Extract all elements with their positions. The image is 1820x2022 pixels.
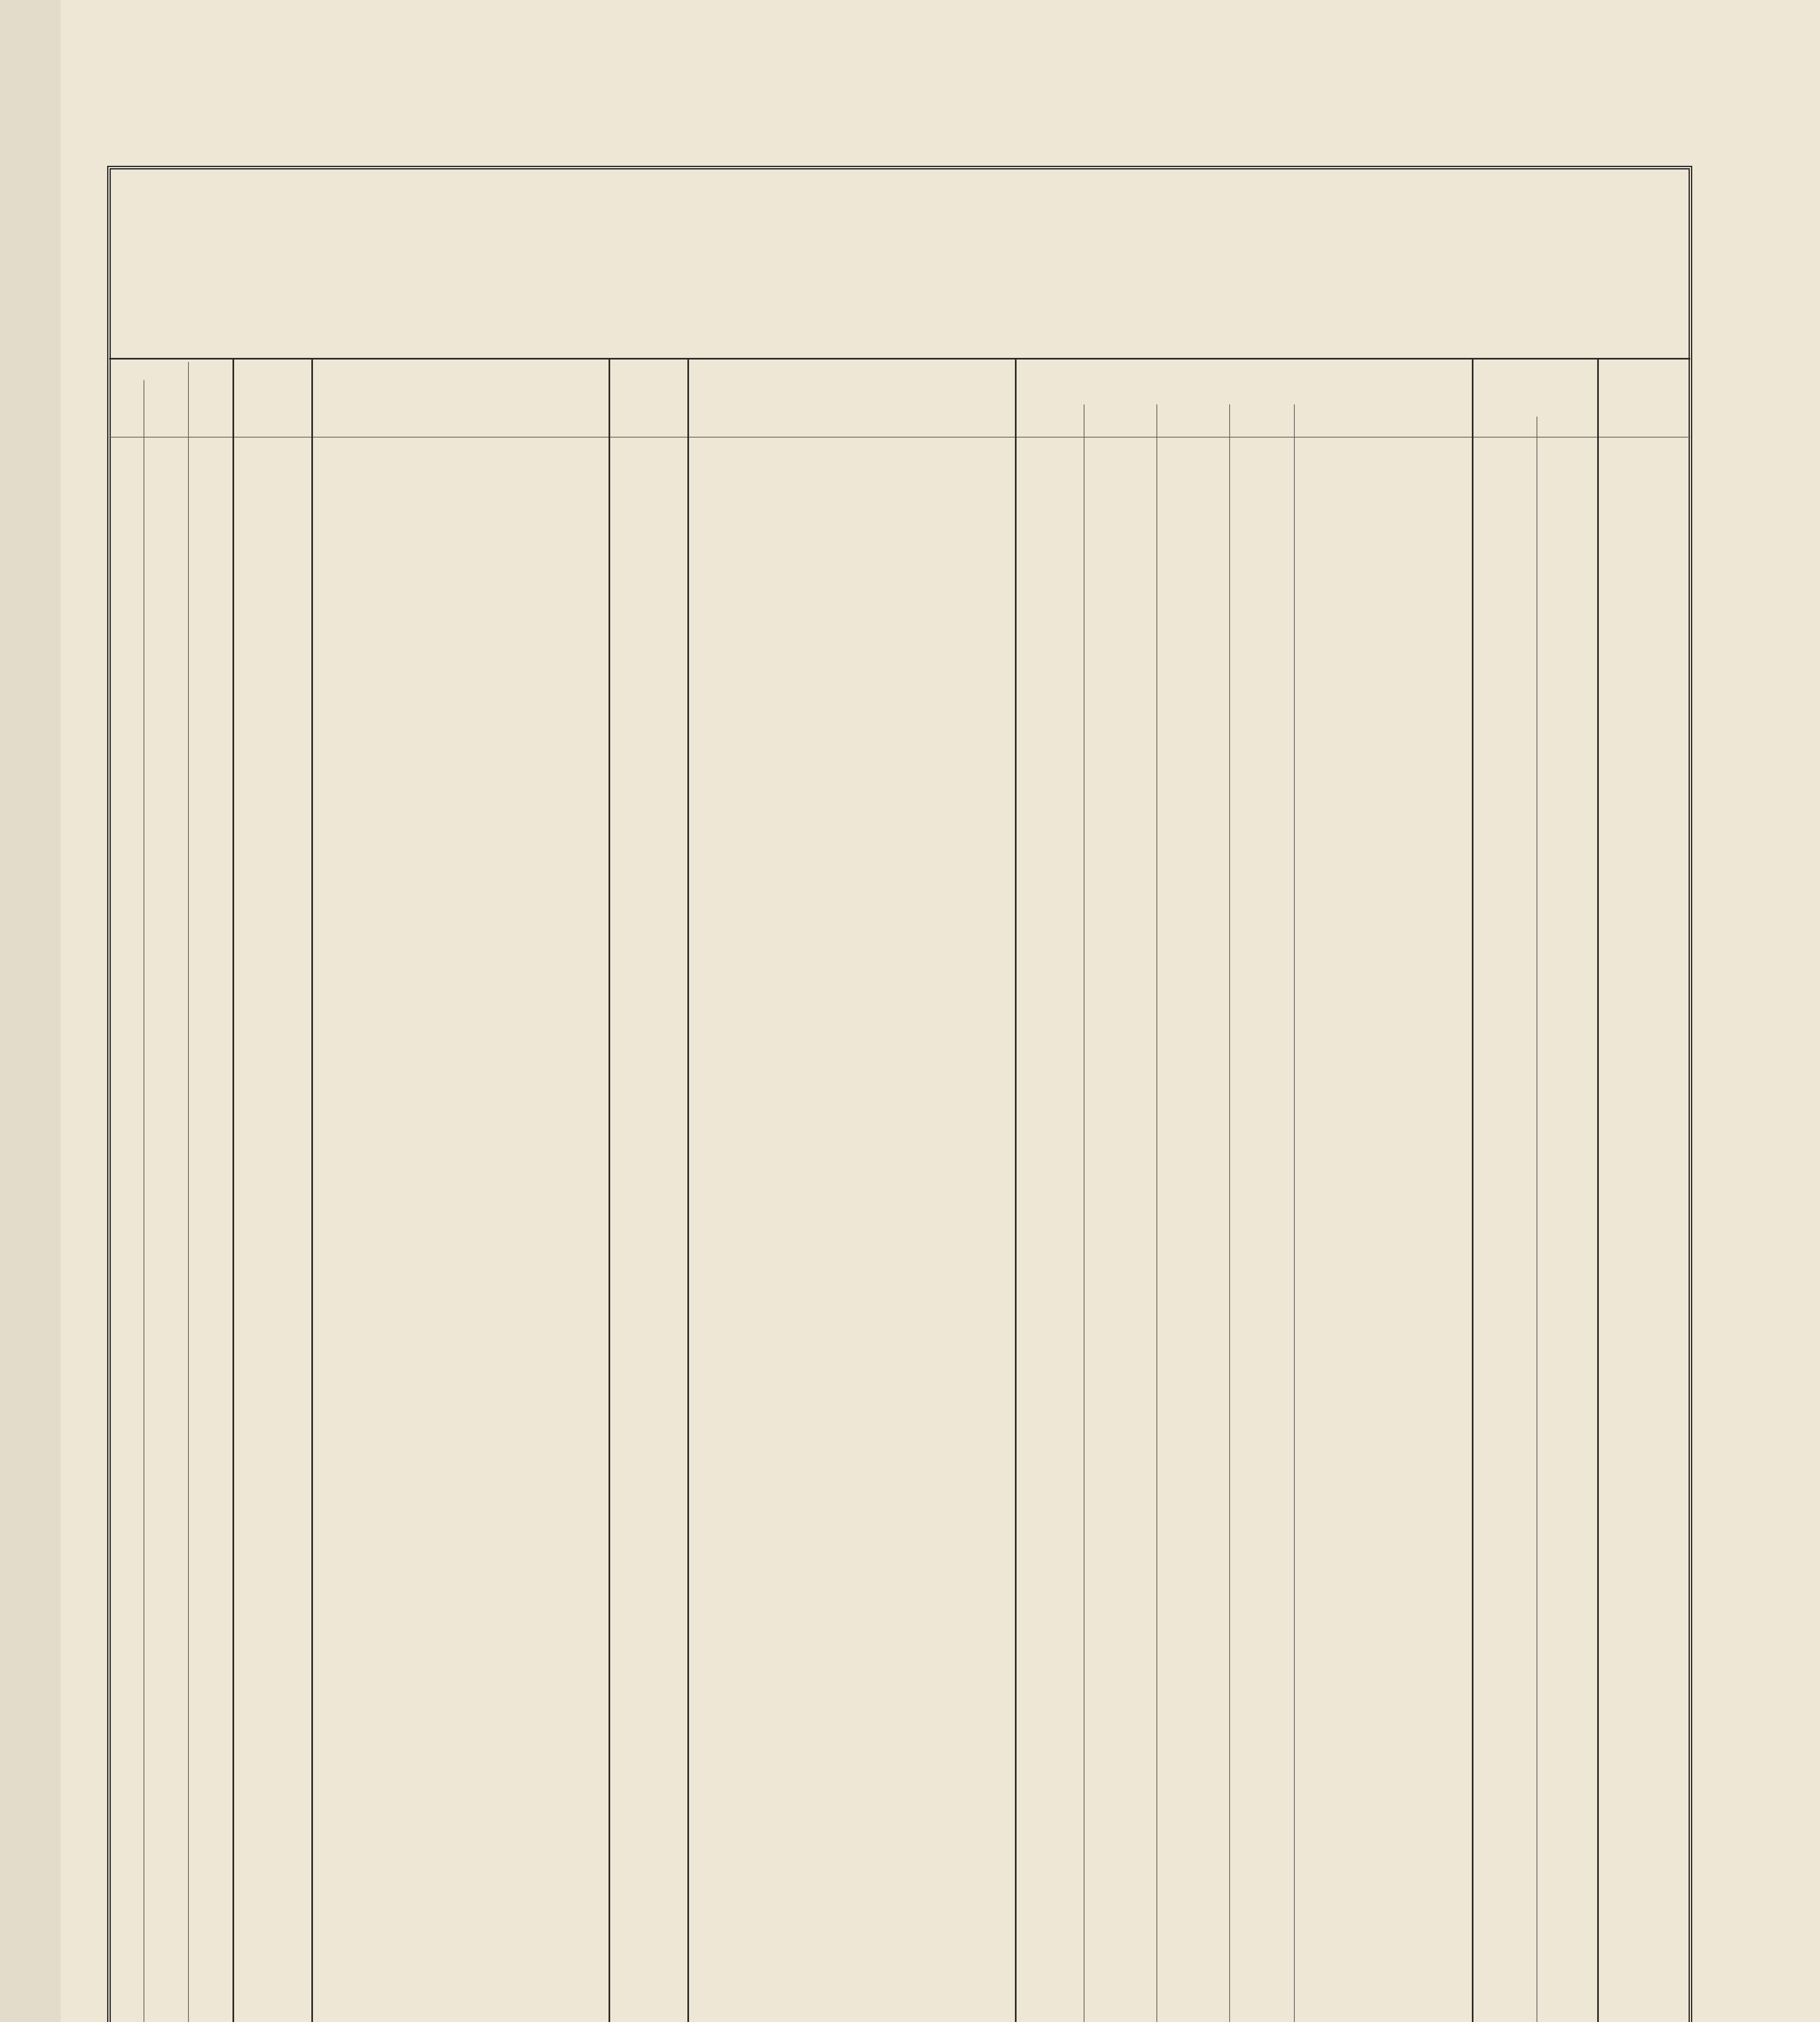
rule <box>1294 404 1295 2022</box>
rule <box>609 358 610 2022</box>
rule <box>687 358 689 2022</box>
rule <box>1472 358 1473 2022</box>
page-frame <box>107 166 1692 2022</box>
rule <box>1015 358 1017 2022</box>
rule <box>233 358 234 2022</box>
document-page <box>61 0 1820 2022</box>
left-page-strip <box>0 0 63 2022</box>
rule <box>1597 358 1599 2022</box>
rule <box>1156 404 1157 2022</box>
rule <box>1229 404 1230 2022</box>
rule <box>188 362 189 2022</box>
rule <box>311 358 313 2022</box>
table-header-rule <box>109 437 1690 438</box>
table-top-rule <box>109 358 1690 360</box>
